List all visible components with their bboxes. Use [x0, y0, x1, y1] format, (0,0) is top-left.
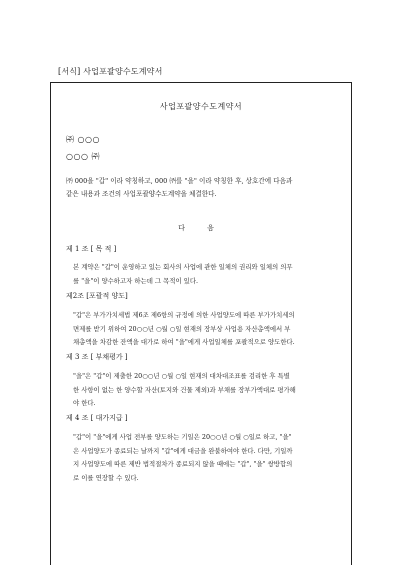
- document-title: 사업포괄양수도계약서: [159, 102, 243, 111]
- article-3-title: 제 3 조 [ 부채평가 ]: [66, 353, 128, 361]
- intro-line: 같은 내용과 조건의 사업포괄양수도계약을 체결한다.: [66, 190, 217, 198]
- section-heading: 다 음: [178, 224, 224, 232]
- article-line: 로 이를 연장할 수 있다.: [73, 473, 139, 482]
- article-line: 면제를 받기 위하여 20○○년 ○월 ○일 현재의 장부상 사업용 자산총액에서 부: [73, 324, 291, 333]
- form-label: [서식] 사업포괄양수도계약서: [58, 67, 163, 76]
- article-line: 채총액을 차감한 잔액을 대가로 하여 "을"에게 사업일체를 포괄적으로 양도한다.: [73, 338, 295, 346]
- article-1-body: [73, 261, 339, 288]
- article-4-body: [73, 431, 339, 485]
- article-2-body: [73, 309, 339, 350]
- article-1-title: 제 1 조 [ 목 적 ]: [66, 245, 117, 253]
- contract-document: [50, 82, 352, 565]
- article-line: 를 "을"이 양수하고자 하는데 그 목적이 있다.: [73, 276, 199, 285]
- article-line: 본 계약은 "갑"이 운영하고 있는 회사의 사업에 관한 일체의 권리와 일체의 의무: [73, 263, 293, 271]
- article-3-body: [73, 370, 339, 411]
- article-line: "을"은 "갑"이 제출한 20○○년 ○월 ○일 현재의 대차대조표를 검리한 후 특별: [73, 372, 290, 380]
- intro-paragraph: [66, 175, 339, 201]
- party-a: ㈜ ○○○: [66, 135, 100, 144]
- article-line: 야 한다.: [73, 399, 96, 407]
- article-line: "갑"이 "을"에게 사업 전부를 양도하는 기일은 20○○년 ○월 ○일로 하고, "을": [73, 433, 292, 441]
- article-line: "갑"은 부가가치세법 제6조 제6항의 규정에 의한 사업양도에 따른 부가가치세의: [73, 311, 295, 319]
- article-2-title: 제2조 [포괄적 양도]: [66, 292, 128, 300]
- article-line: 지 사업양도에 따른 제반 법적절차가 종료되지 않을 때에는 "갑", "을" 쌍방합의: [73, 460, 293, 468]
- article-line: 한 사항이 없는 한 양수할 자산(토지와 건물 제외)과 부채를 장부가액대로 평가해: [73, 385, 296, 394]
- intro-line: ㈜ 000을 "갑" 이라 약칭하고, 000 ㈜를 "을" 이라 약칭한 후, 상호간에 다음과: [66, 177, 293, 185]
- party-b: ○○○ ㈜: [66, 152, 100, 161]
- article-4-title: 제 4 조 [ 대가지급 ]: [66, 414, 128, 422]
- article-line: 은 사업양도가 종료되는 날까지 "갑"에게 대금을 완불하여야 한다. 다만, 기일까: [73, 446, 293, 455]
